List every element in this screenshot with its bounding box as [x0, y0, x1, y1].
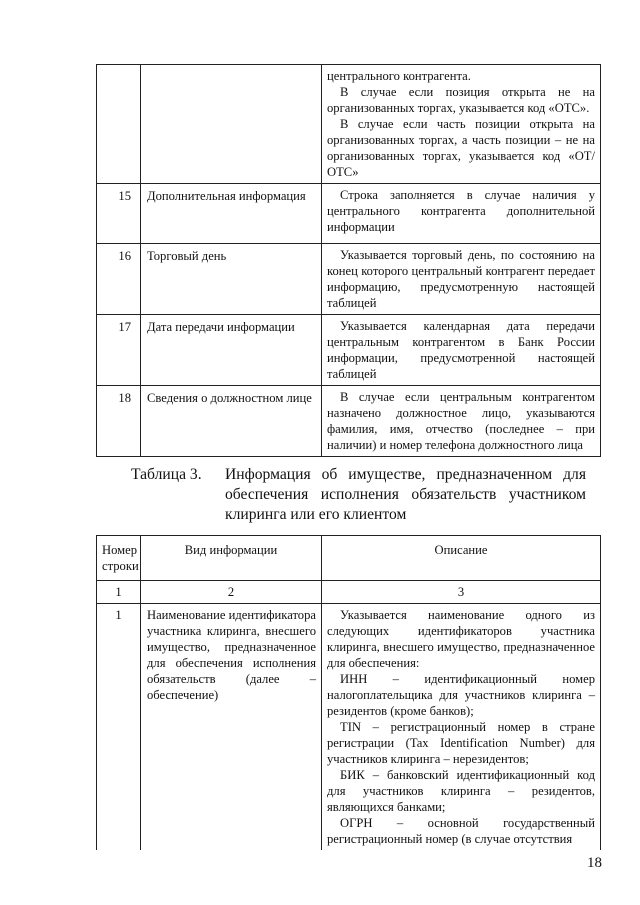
- row-description: [322, 184, 601, 244]
- row-description: [322, 65, 601, 184]
- description-paragraph: ИНН – идентификационный номер налогоплательщика для участников клиринга – резидентов (кроме банков);: [327, 672, 595, 718]
- row-info-kind: Наименование идентификатора участника клиринга, внесшего имущество, предназначенное для обеспечения исполнения обязательств (далее – обеспечение): [141, 604, 322, 851]
- table-caption: [131, 465, 591, 525]
- colnum-1: 1: [97, 581, 141, 604]
- table-row: [97, 604, 601, 851]
- row-number: 17: [97, 315, 141, 386]
- row-info-kind: Дата передачи информации: [141, 315, 322, 386]
- row-number: 1: [97, 604, 141, 851]
- row-info-kind: [141, 65, 322, 184]
- table-row: [97, 65, 601, 184]
- description-paragraph: БИК – банковский идентификационный код для участников клиринга – резидентов, являющихся банками;: [327, 768, 595, 814]
- description-paragraph: Строка заполняется в случае наличия у центрального контрагента дополнительной информации: [327, 188, 595, 234]
- header-number: Номер строки: [97, 536, 141, 581]
- table-row: [97, 386, 601, 457]
- row-description: [322, 604, 601, 851]
- table-row: [97, 315, 601, 386]
- table-caption-line-2: обеспечения исполнения обязательств участником: [225, 486, 586, 503]
- colnum-3: 3: [322, 581, 601, 604]
- row-number: 16: [97, 244, 141, 315]
- description-paragraph: центрального контрагента.: [327, 69, 471, 83]
- description-paragraph: Указывается наименование одного из следующих идентификаторов участника клиринга, внесшего имущество, предназначенное для обеспечения:: [327, 608, 595, 670]
- row-description: [322, 244, 601, 315]
- table-caption-line-3: клиринга или его клиентом: [225, 506, 407, 523]
- colnum-2: 2: [141, 581, 322, 604]
- row-info-kind: Сведения о должностном лице: [141, 386, 322, 457]
- description-paragraph: В случае если центральным контрагентом назначено должностное лицо, указываются фамилия, имя, отчество (последнее – при наличии) и номер телефона должностного лица: [327, 390, 595, 452]
- row-description: [322, 386, 601, 457]
- table-caption-label: Таблица 3.: [131, 466, 202, 483]
- collateral-info-table: [96, 535, 601, 850]
- page-number: 18: [587, 855, 602, 871]
- row-number: 18: [97, 386, 141, 457]
- column-number-row: [97, 581, 601, 604]
- row-info-kind: Торговый день: [141, 244, 322, 315]
- header-kind: Вид информации: [141, 536, 322, 581]
- description-paragraph: ОГРН – основной государственный регистрационный номер (в случае отсутствия: [327, 816, 595, 846]
- table-row: [97, 244, 601, 315]
- row-description: [322, 315, 601, 386]
- row-info-kind: Дополнительная информация: [141, 184, 322, 244]
- description-paragraph: В случае если часть позиции открыта на организованных торгах, а часть позиции – не на организованных торгах, указывается код «ОТ/ОТС»: [327, 117, 595, 179]
- description-paragraph: Указывается календарная дата передачи центральным контрагентом в Банк России информации, предусмотренной настоящей таблицей: [327, 319, 595, 381]
- description-paragraph: В случае если позиция открыта не на организованных торгах, указывается код «ОТС».: [327, 85, 595, 115]
- header-description: Описание: [322, 536, 601, 581]
- description-paragraph: Указывается торговый день, по состоянию на конец которого центральный контрагент передает информацию, предусмотренную настоящей таблицей: [327, 248, 595, 310]
- description-paragraph: TIN – регистрационный номер в стране регистрации (Tax Identification Number) для участников клиринга – нерезидентов;: [327, 720, 595, 766]
- table-caption-line-1: Информация об имуществе, предназначенном для: [225, 466, 586, 483]
- row-number: 15: [97, 184, 141, 244]
- row-number: [97, 65, 141, 184]
- table-row: [97, 184, 601, 244]
- info-table-continued: [96, 64, 601, 457]
- table-header-row: [97, 536, 601, 581]
